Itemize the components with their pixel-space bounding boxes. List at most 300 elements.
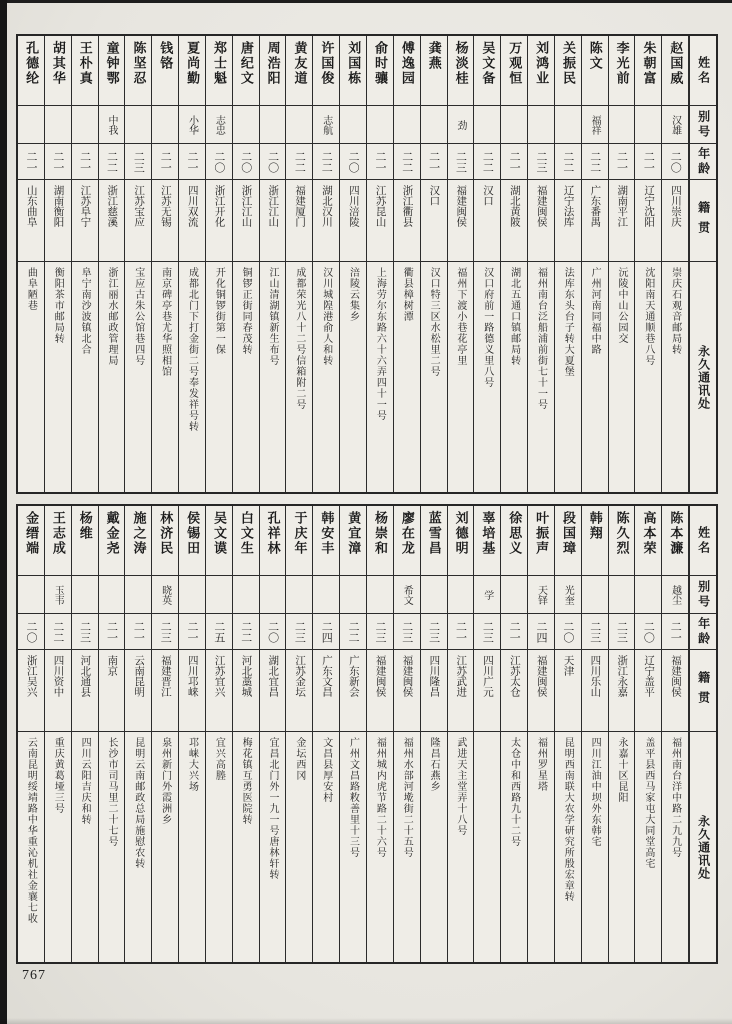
person-address-text: 福州城内虎节路二十六号 <box>374 737 386 858</box>
person-name-text: 段国璋 <box>560 511 576 556</box>
person-address-text: 隆昌石燕乡 <box>428 737 440 792</box>
person-age <box>99 614 125 650</box>
person-origin <box>152 650 178 732</box>
person-address <box>233 262 259 492</box>
header-origin-text: 籍贯 <box>696 670 711 711</box>
person-origin-text: 四川乐山 <box>589 655 601 697</box>
person-alias <box>233 576 259 614</box>
person-address <box>125 732 151 962</box>
header-origin-text: 籍贯 <box>696 200 711 241</box>
person-origin <box>340 650 366 732</box>
person-name <box>582 506 608 576</box>
person-origin-text: 湖南衡阳 <box>52 185 64 227</box>
person-alias <box>18 106 44 144</box>
header-address-label <box>690 732 716 962</box>
person-age <box>340 144 366 180</box>
person-age-text: 二三 <box>481 620 494 643</box>
person-name <box>528 506 554 576</box>
person-name <box>340 506 366 576</box>
person-address-text: 武进天主堂弄十八号 <box>454 737 466 836</box>
person-age-text: 二一 <box>132 620 145 643</box>
person-origin <box>474 650 500 732</box>
person-alias <box>125 576 151 614</box>
person-alias-text: 学 <box>481 589 493 600</box>
person-alias-text: 希文 <box>401 584 413 605</box>
header-name-text: 姓名 <box>696 55 711 86</box>
person-name-text: 孔德纶 <box>24 41 40 86</box>
person-alias <box>528 106 554 144</box>
person-age-text: 二三 <box>159 620 172 643</box>
person-origin <box>662 650 688 732</box>
person-address <box>528 262 554 492</box>
person-name-text: 孔祥林 <box>265 511 281 556</box>
person-age <box>582 144 608 180</box>
person-name <box>260 36 286 106</box>
person-column <box>125 36 152 492</box>
person-name <box>260 506 286 576</box>
person-address <box>367 262 393 492</box>
header-address-text: 永久通讯处 <box>696 814 711 880</box>
person-column <box>421 506 448 962</box>
person-address-text: 衡阳茶市邮局转 <box>52 267 64 344</box>
person-alias <box>367 576 393 614</box>
person-address <box>501 732 527 962</box>
person-age-text: 二〇 <box>266 150 279 173</box>
person-age <box>662 144 688 180</box>
scan-edge-top <box>0 0 732 3</box>
person-origin <box>421 650 447 732</box>
person-address-text: 沈阳南天通顺巷八号 <box>642 267 654 366</box>
person-name-text: 许国俊 <box>319 41 335 86</box>
person-age <box>125 144 151 180</box>
person-age-text: 二〇 <box>561 620 574 643</box>
person-origin-text: 广东番禺 <box>589 185 601 227</box>
person-address-text: 阜宁南沙波镇北合 <box>79 267 91 355</box>
header-age-label <box>690 144 716 180</box>
person-column <box>260 36 287 492</box>
person-address-text: 四川云阳吉庆和转 <box>79 737 91 825</box>
person-age <box>635 144 661 180</box>
person-address-text: 四川江油中坝外东韩宅 <box>589 737 601 847</box>
person-name <box>152 506 178 576</box>
person-age-text: 二三 <box>535 150 547 173</box>
person-address <box>18 732 44 962</box>
person-column <box>367 36 394 492</box>
person-column <box>528 506 555 962</box>
person-column <box>609 506 636 962</box>
person-column <box>99 36 126 492</box>
person-age-text: 二二 <box>293 150 306 173</box>
person-age-text: 二三 <box>132 150 145 173</box>
person-column <box>179 506 206 962</box>
person-address <box>394 732 420 962</box>
person-age <box>18 144 44 180</box>
person-alias <box>72 106 98 144</box>
person-address-text: 福州下渡小巷花亭里 <box>454 267 466 366</box>
person-age <box>206 144 232 180</box>
person-age-text: 二一 <box>24 150 37 173</box>
person-address <box>555 732 581 962</box>
person-name-text: 唐纪文 <box>238 41 254 86</box>
person-age-text: 二一 <box>186 620 199 643</box>
person-column <box>152 506 179 962</box>
person-alias <box>367 106 393 144</box>
person-origin <box>45 650 71 732</box>
person-alias-text: 劲 <box>454 119 466 130</box>
person-name <box>179 36 205 106</box>
person-origin <box>260 180 286 262</box>
person-name <box>474 506 500 576</box>
person-age <box>528 614 554 650</box>
person-origin-text: 浙江江山 <box>240 185 252 227</box>
person-age <box>286 614 312 650</box>
person-column <box>555 506 582 962</box>
person-alias <box>448 576 474 614</box>
person-age-text: 二二 <box>400 150 413 173</box>
person-alias <box>582 106 608 144</box>
person-column <box>555 36 582 492</box>
person-origin-text: 浙江开化 <box>213 185 225 227</box>
person-address <box>179 262 205 492</box>
person-name <box>233 506 259 576</box>
person-origin-text: 河北藁城 <box>240 655 252 697</box>
person-origin <box>528 650 554 732</box>
person-address-text: 汉川城隍港俞人和转 <box>320 267 332 366</box>
person-age-text: 二一 <box>427 150 440 173</box>
person-age-text: 二二 <box>105 150 118 173</box>
person-address <box>582 732 608 962</box>
person-origin <box>448 650 474 732</box>
person-name <box>448 506 474 576</box>
person-column <box>474 506 501 962</box>
person-address-text: 成都荣光八十二号信箱附二号 <box>293 267 305 410</box>
person-address <box>474 262 500 492</box>
person-column <box>501 36 528 492</box>
person-age <box>179 614 205 650</box>
person-age <box>394 614 420 650</box>
person-address <box>99 262 125 492</box>
person-origin-text: 四川双流 <box>186 185 198 227</box>
person-name-text: 赵国威 <box>668 41 684 86</box>
person-name-text: 侯锡田 <box>185 511 201 556</box>
person-address <box>340 732 366 962</box>
person-address-text: 长沙市司马里二十七号 <box>105 737 117 847</box>
person-column <box>72 506 99 962</box>
person-age-text: 二三 <box>588 620 601 643</box>
person-name-text: 林济民 <box>158 511 174 556</box>
person-address-text: 福州南台洋中路二九九号 <box>669 737 681 858</box>
person-alias-text: 天铎 <box>535 584 547 605</box>
person-age <box>260 144 286 180</box>
person-alias <box>45 106 71 144</box>
person-name <box>528 36 554 106</box>
person-origin <box>367 650 393 732</box>
person-name <box>421 506 447 576</box>
person-origin-text: 南京 <box>106 655 118 676</box>
person-address <box>421 732 447 962</box>
header-alias-text: 别号 <box>696 109 711 140</box>
person-address-text: 文昌县厚安村 <box>320 737 332 803</box>
person-address-text: 宝应古朱公馆巷四号 <box>132 267 144 366</box>
person-origin-text: 天津 <box>562 655 574 676</box>
person-origin-text: 湖南平江 <box>616 185 628 227</box>
person-alias <box>609 576 635 614</box>
person-alias <box>662 106 688 144</box>
person-name <box>555 36 581 106</box>
person-alias <box>260 576 286 614</box>
person-alias <box>45 576 71 614</box>
person-origin-text: 汉口 <box>428 185 440 206</box>
person-name <box>501 36 527 106</box>
person-address-text: 崇庆石观音邮局转 <box>669 267 681 355</box>
person-origin <box>609 180 635 262</box>
person-address <box>340 262 366 492</box>
person-address-text: 重庆黄葛垭三号 <box>52 737 64 814</box>
person-name <box>99 506 125 576</box>
person-address <box>528 732 554 962</box>
person-name-text: 金缙端 <box>24 511 40 556</box>
person-name <box>286 506 312 576</box>
person-origin <box>421 180 447 262</box>
person-name <box>206 36 232 106</box>
person-alias <box>72 576 98 614</box>
person-address <box>72 732 98 962</box>
person-age <box>367 614 393 650</box>
person-name-text: 陈本濂 <box>668 511 684 556</box>
person-address <box>286 262 312 492</box>
person-age <box>528 144 554 180</box>
person-alias <box>528 576 554 614</box>
person-name <box>582 36 608 106</box>
person-address-text: 法库东头台子转大夏堡 <box>562 267 574 377</box>
person-address-text: 宜昌北门外一九一号唐林轩转 <box>267 737 279 880</box>
person-age <box>179 144 205 180</box>
person-alias-text: 志忠 <box>213 114 225 135</box>
person-alias <box>394 576 420 614</box>
person-origin-text: 福建闽侯 <box>669 655 681 697</box>
person-age <box>609 144 635 180</box>
person-name-text: 关振民 <box>560 41 576 86</box>
person-address <box>662 732 688 962</box>
person-origin-text: 四川崇庆 <box>669 185 681 227</box>
person-age-text: 二一 <box>615 150 628 173</box>
person-address-text: 沅陵中山公园交 <box>615 267 627 344</box>
person-origin-text: 江苏昆山 <box>374 185 386 227</box>
person-address-text: 涪陵云集乡 <box>347 267 359 322</box>
person-name-text: 陈文 <box>587 41 603 71</box>
person-name-text: 夏尚勤 <box>185 41 201 86</box>
person-column <box>340 36 367 492</box>
person-alias <box>555 576 581 614</box>
person-alias <box>501 106 527 144</box>
person-alias <box>206 576 232 614</box>
person-address-text: 太仓中和西路九十二号 <box>508 737 520 847</box>
person-address-text: 邛崃大兴场 <box>186 737 198 792</box>
person-address <box>394 262 420 492</box>
person-alias-text: 晓英 <box>159 584 171 605</box>
person-name-text: 王朴真 <box>77 41 93 86</box>
person-age <box>555 614 581 650</box>
person-alias-text: 光奎 <box>562 584 574 605</box>
person-column <box>18 36 45 492</box>
person-age-text: 二二 <box>561 150 574 173</box>
person-column <box>179 36 206 492</box>
person-name <box>635 36 661 106</box>
person-origin-text: 山东曲阜 <box>25 185 37 227</box>
scan-edge-left <box>0 0 7 1024</box>
person-address <box>609 262 635 492</box>
person-origin <box>340 180 366 262</box>
person-age-text: 二三 <box>293 620 306 643</box>
person-alias <box>582 576 608 614</box>
person-age <box>206 614 232 650</box>
person-name <box>45 36 71 106</box>
person-address <box>474 732 500 962</box>
person-age-text: 二一 <box>159 150 172 173</box>
header-origin-label <box>690 180 716 262</box>
person-age-text: 二一 <box>105 620 118 643</box>
person-name <box>367 36 393 106</box>
header-alias-text: 别号 <box>696 579 711 610</box>
person-name-text: 杨崇和 <box>373 511 389 556</box>
person-age-text: 二二 <box>481 150 494 173</box>
person-address <box>448 732 474 962</box>
person-name-text: 朱朝富 <box>641 41 657 86</box>
person-age <box>448 144 474 180</box>
roster-table-bottom <box>16 504 718 964</box>
person-age <box>313 614 339 650</box>
person-name-text: 龚燕 <box>426 41 442 71</box>
person-address-text: 湖北五通口镇邮局转 <box>508 267 520 366</box>
person-origin <box>555 180 581 262</box>
person-origin-text: 福建厦门 <box>294 185 306 227</box>
person-age-text: 二一 <box>51 150 64 173</box>
person-origin <box>179 650 205 732</box>
person-origin-text: 江苏金坛 <box>294 655 306 697</box>
person-origin-text: 四川邛崃 <box>186 655 198 697</box>
person-alias <box>286 106 312 144</box>
person-alias <box>152 576 178 614</box>
person-name <box>125 36 151 106</box>
person-name <box>340 36 366 106</box>
person-age <box>635 614 661 650</box>
person-column <box>448 506 475 962</box>
person-address-text: 福州南台泛船浦前街七十一号 <box>535 267 547 410</box>
person-address <box>421 262 447 492</box>
person-origin <box>206 180 232 262</box>
person-age-text: 二二 <box>239 620 252 643</box>
person-origin <box>233 650 259 732</box>
person-age <box>474 144 500 180</box>
person-origin-text: 浙江慈溪 <box>106 185 118 227</box>
person-age <box>448 614 474 650</box>
person-origin-text: 湖北汉川 <box>320 185 332 227</box>
person-origin-text: 福建闽侯 <box>374 655 386 697</box>
person-column <box>125 506 152 962</box>
person-name <box>233 36 259 106</box>
person-age <box>421 144 447 180</box>
person-alias-text: 中我 <box>105 114 117 135</box>
header-name-text: 姓名 <box>696 525 711 556</box>
person-age-text: 二二 <box>320 150 333 173</box>
person-origin-text: 辽宁法库 <box>562 185 574 227</box>
person-alias <box>474 576 500 614</box>
person-age <box>233 614 259 650</box>
person-origin-text: 云南昆明 <box>133 655 145 697</box>
person-name <box>179 506 205 576</box>
person-address-text: 昆明西南联大农学研究所殷宏章转 <box>562 737 574 902</box>
person-origin-text: 福建闽侯 <box>535 655 547 697</box>
person-age <box>45 614 71 650</box>
person-age <box>582 614 608 650</box>
person-alias <box>99 576 125 614</box>
person-name-text: 周浩阳 <box>265 41 281 86</box>
person-address <box>152 732 178 962</box>
person-origin <box>99 180 125 262</box>
person-address <box>45 732 71 962</box>
person-alias <box>609 106 635 144</box>
person-age-text: 二一 <box>508 150 521 173</box>
header-address-label <box>690 262 716 492</box>
person-name-text: 黄友道 <box>292 41 308 86</box>
person-address-text: 铜锣正街同春茂转 <box>240 267 252 355</box>
person-name-text: 陈坚忍 <box>131 41 147 86</box>
person-column <box>233 36 260 492</box>
person-origin <box>501 650 527 732</box>
person-alias <box>286 576 312 614</box>
person-column <box>662 506 689 962</box>
person-address-text: 成都北门下打金街二号奉发祥号转 <box>186 267 198 432</box>
person-name-text: 刘国栋 <box>346 41 362 86</box>
header-column <box>689 506 716 962</box>
person-age <box>501 614 527 650</box>
person-origin-text: 福建闽侯 <box>535 185 547 227</box>
person-alias <box>421 106 447 144</box>
person-origin-text: 江苏宝应 <box>133 185 145 227</box>
person-age-text: 二三 <box>427 620 440 643</box>
person-address <box>555 262 581 492</box>
person-address <box>448 262 474 492</box>
person-name <box>18 506 44 576</box>
header-address-text: 永久通讯处 <box>696 344 711 410</box>
person-alias <box>99 106 125 144</box>
person-name <box>45 506 71 576</box>
person-column <box>286 506 313 962</box>
person-name-text: 韩安丰 <box>319 511 335 556</box>
person-column <box>18 506 45 962</box>
person-name <box>635 506 661 576</box>
header-name-label <box>690 506 716 576</box>
person-address-text: 永嘉十区昆阳 <box>615 737 627 803</box>
person-origin <box>45 180 71 262</box>
person-column <box>233 506 260 962</box>
person-age <box>233 144 259 180</box>
person-origin <box>501 180 527 262</box>
person-age-text: 二一 <box>642 150 655 173</box>
person-name-text: 童钟鄂 <box>104 41 120 86</box>
person-address-text: 云南昆明绥靖路中华重沁机社金襄七收 <box>25 737 37 924</box>
person-column <box>99 506 126 962</box>
person-address-text: 昆明云南邮政总局施慰农转 <box>132 737 144 869</box>
person-origin <box>313 650 339 732</box>
person-origin-text: 辽宁盖平 <box>643 655 655 697</box>
person-origin-text: 浙江吴兴 <box>25 655 37 697</box>
person-name-text: 杨维 <box>77 511 93 541</box>
person-origin <box>474 180 500 262</box>
person-address <box>635 262 661 492</box>
person-origin <box>286 650 312 732</box>
person-column <box>206 36 233 492</box>
